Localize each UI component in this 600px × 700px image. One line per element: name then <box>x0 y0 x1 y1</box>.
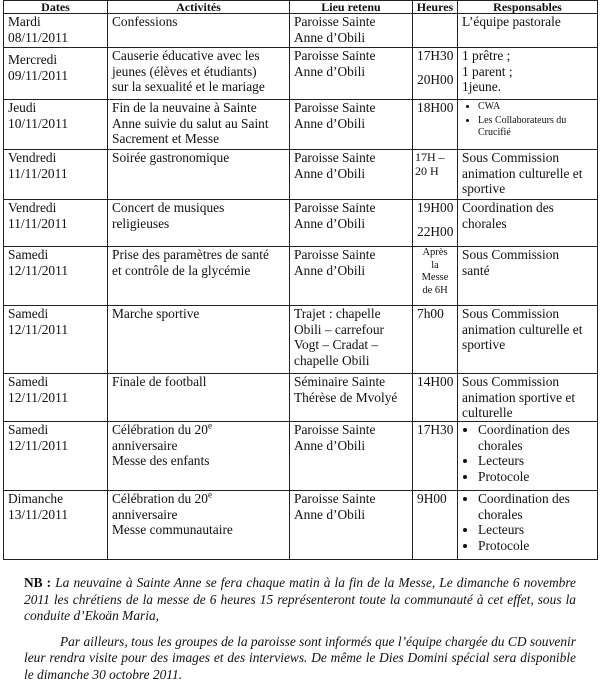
responsible-cell <box>458 100 598 150</box>
responsible-list <box>462 491 593 553</box>
place-cell: Paroisse Sainte Anne d’Obili <box>290 200 413 247</box>
place-cell: Paroisse Sainte Anne d’Obili <box>290 422 413 491</box>
table-row <box>4 374 598 422</box>
activity-cell: Confessions <box>108 14 290 48</box>
list-item: • Lecteurs <box>478 453 593 469</box>
activity-cell: Soirée gastronomique <box>108 150 290 200</box>
time-cell <box>413 14 458 48</box>
header-heures: Heures <box>413 1 458 14</box>
note-label: NB : <box>24 575 52 590</box>
place-cell: Paroisse Sainte Anne d’Obili <box>290 48 413 100</box>
responsible-cell: Sous Commission animation sportive et culturelle <box>458 374 598 422</box>
date-cell: Samedi 12/11/2011 <box>4 374 108 422</box>
responsible-cell <box>458 422 598 491</box>
date-cell: Vendredi 11/11/2011 <box>4 200 108 247</box>
table-row <box>4 48 598 100</box>
header-responsables: Responsables <box>458 1 598 14</box>
activity-cell: Causerie éducative avec les jeunes (élèves et étudiants) sur la sexualité et le mariage <box>108 48 290 100</box>
time-cell: 19H00 22H00 <box>413 200 458 247</box>
header-activites: Activités <box>108 1 290 14</box>
place-cell: Paroisse Sainte Anne d’Obili <box>290 150 413 200</box>
responsible-cell: Sous Commission santé <box>458 247 598 306</box>
list-item: • Protocole <box>478 469 593 485</box>
activity-cell: Célébration du 20e anniversaire Messe des enfants <box>108 422 290 491</box>
table-row <box>4 200 598 247</box>
note-paragraph-1: NB : La neuvaine à Sainte Anne se fera chaque matin à la fin de la Messe, Le dimanche 6 novembre 2011 les chrétiens de la messe de 6 heures 15 représenteront toute la communauté à cet effet, sous la conduite d’Ekoän Maria, <box>24 575 576 623</box>
list-item: • Coordination des chorales <box>478 491 593 522</box>
time-cell: 17H – 20 H <box>413 150 458 200</box>
responsible-list <box>462 100 593 140</box>
responsible-cell: Coordination des chorales <box>458 200 598 247</box>
note-paragraph-2: Par ailleurs, tous les groupes de la paroisse sont informés que l’équipe chargée du CD souvenir leur rendra visite pour des images et des interviews. De même le Dies Domini spécial sera disponible le dimanche 30 octobre 2011. <box>24 633 576 682</box>
time-cell: 14H00 <box>413 374 458 422</box>
activity-cell: Finale de football <box>108 374 290 422</box>
activity-cell: Prise des paramètres de santé et contrôle de la glycémie <box>108 247 290 306</box>
table-row <box>4 422 598 491</box>
responsible-cell: Sous Commission animation culturelle et sportive <box>458 150 598 200</box>
activity-cell: Concert de musiques religieuses <box>108 200 290 247</box>
time-cell: 18H00 <box>413 100 458 150</box>
date-cell: Jeudi 10/11/2011 <box>4 100 108 150</box>
date-cell: Samedi 12/11/2011 <box>4 306 108 374</box>
place-cell: Trajet : chapelle Obili – carrefour Vogt – Cradat – chapelle Obili <box>290 306 413 374</box>
time-cell: 17H30 <box>413 422 458 491</box>
date-cell: Vendredi 11/11/2011 <box>4 150 108 200</box>
date-cell: Samedi 12/11/2011 <box>4 247 108 306</box>
list-item: • CWA <box>478 100 593 114</box>
list-item: • Coordination des chorales <box>478 422 593 453</box>
place-cell: Paroisse Sainte Anne d’Obili <box>290 491 413 560</box>
header-dates: Dates <box>4 1 108 14</box>
date-cell: Mercredi 09/11/2011 <box>4 48 108 100</box>
table-row <box>4 100 598 150</box>
table-row <box>4 306 598 374</box>
place-cell: Séminaire Sainte Thérèse de Mvolyé <box>290 374 413 422</box>
time-cell: 9H00 <box>413 491 458 560</box>
table-row <box>4 247 598 306</box>
responsible-cell: Sous Commission animation culturelle et sportive <box>458 306 598 374</box>
time-cell: 7h00 <box>413 306 458 374</box>
place-cell: Paroisse Sainte Anne d’Obili <box>290 100 413 150</box>
activity-cell: Fin de la neuvaine à Sainte Anne suivie du salut au Saint Sacrement et Messe <box>108 100 290 150</box>
date-cell: Mardi 08/11/2011 <box>4 14 108 48</box>
place-cell: Paroisse Sainte Anne d’Obili <box>290 247 413 306</box>
time-cell: 17H30 20H00 <box>413 48 458 100</box>
table-row <box>4 14 598 48</box>
header-lieu: Lieu retenu <box>290 1 413 14</box>
date-cell: Dimanche 13/11/2011 <box>4 491 108 560</box>
list-item: • Les Collaborateurs du Crucifié <box>478 114 593 140</box>
place-cell: Paroisse Sainte Anne d’Obili <box>290 14 413 48</box>
activity-cell: Marche sportive <box>108 306 290 374</box>
date-cell: Samedi 12/11/2011 <box>4 422 108 491</box>
header-row <box>4 1 598 14</box>
list-item: • Lecteurs <box>478 522 593 538</box>
responsible-cell <box>458 491 598 560</box>
responsible-cell: L’équipe pastorale <box>458 14 598 48</box>
responsible-cell: 1 prêtre ; 1 parent ; 1jeune. <box>458 48 598 100</box>
footnote <box>24 575 576 683</box>
activity-cell: Célébration du 20e anniversaire Messe communautaire <box>108 491 290 560</box>
list-item: • Protocole <box>478 538 593 554</box>
schedule-table <box>3 0 598 560</box>
responsible-list <box>462 422 593 484</box>
table-row <box>4 150 598 200</box>
time-cell: Après la Messe de 6H <box>413 247 458 306</box>
table-row <box>4 491 598 560</box>
